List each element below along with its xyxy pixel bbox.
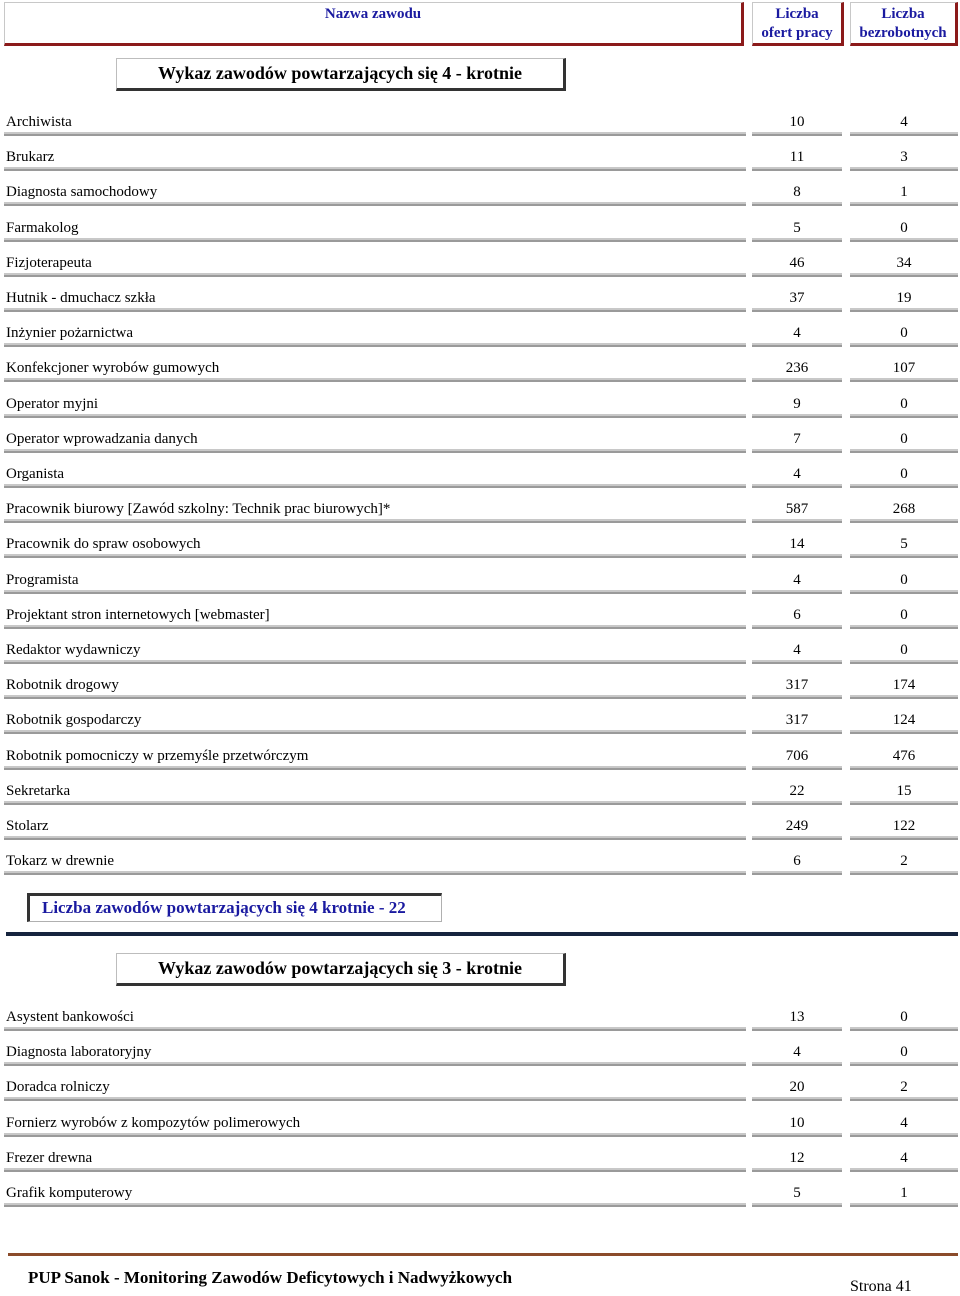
job-offers-count: 4: [793, 466, 801, 482]
row-separator: [4, 414, 746, 418]
table-row: [0, 460, 960, 495]
row-separator: [4, 378, 746, 382]
unemployed-count: 0: [900, 1009, 908, 1025]
row-separator: [4, 554, 746, 558]
profession-name: Frezer drewna: [6, 1149, 93, 1166]
row-separator: [752, 766, 842, 770]
row-separator: [850, 871, 958, 875]
profession-name: Archiwista: [6, 114, 72, 130]
section-divider: [6, 932, 958, 936]
unemployed-count: 0: [900, 395, 908, 412]
footer-divider: [8, 1253, 958, 1256]
row-separator: [850, 343, 958, 347]
row-separator: [850, 1097, 958, 1101]
job-offers-count: 236: [785, 360, 809, 377]
row-separator: [4, 132, 746, 136]
row-separator: [752, 660, 842, 664]
row-separator: [4, 238, 746, 242]
unemployed-count: 476: [892, 747, 916, 764]
job-offers-count: 37: [789, 290, 805, 306]
row-separator: [850, 554, 958, 558]
row-separator: [752, 1203, 842, 1207]
row-separator: [752, 1168, 842, 1172]
row-separator: [850, 730, 958, 734]
row-separator: [752, 1097, 842, 1101]
job-offers-count: 6: [793, 606, 801, 623]
row-separator: [850, 273, 958, 277]
job-offers-count: 7: [793, 430, 801, 447]
row-separator: [752, 273, 842, 277]
row-separator: [752, 343, 842, 347]
table-row: [0, 777, 960, 812]
profession-name: Tokarz w drewnie: [6, 853, 115, 870]
row-separator: [850, 238, 958, 242]
profession-name: Diagnosta laboratoryjny: [6, 1044, 152, 1061]
job-offers-count: 5: [793, 1185, 801, 1201]
row-separator: [850, 1168, 958, 1172]
row-separator: [4, 660, 746, 664]
row-separator: [752, 1133, 842, 1137]
unemployed-count: 0: [900, 219, 908, 236]
row-separator: [752, 590, 842, 594]
job-offers-count: 46: [789, 254, 805, 271]
unemployed-count: 1: [900, 184, 908, 201]
job-offers-count: 10: [789, 114, 805, 130]
row-separator: [850, 519, 958, 523]
row-separator: [850, 836, 958, 840]
row-separator: [4, 695, 746, 699]
row-separator: [4, 730, 746, 734]
column-header-unemployed-line2: bezrobotnych: [859, 25, 947, 41]
page-number: Strona 41: [850, 1278, 912, 1295]
row-separator: [850, 1062, 958, 1066]
row-separator: [850, 132, 958, 136]
row-separator: [850, 1133, 958, 1137]
row-separator: [752, 730, 842, 734]
job-offers-count: 4: [793, 642, 801, 658]
table-row: [0, 706, 960, 741]
job-offers-count: 9: [793, 395, 801, 412]
table-row: [0, 319, 960, 354]
unemployed-count: 4: [900, 1114, 908, 1131]
row-separator: [4, 625, 746, 629]
profession-name: Robotnik gospodarczy: [6, 712, 142, 729]
job-offers-count: 317: [785, 677, 809, 694]
row-separator: [752, 202, 842, 206]
job-offers-count: 10: [789, 1114, 805, 1131]
table-row: [0, 1144, 960, 1179]
row-separator: [752, 1027, 842, 1031]
row-separator: [4, 1133, 746, 1137]
row-separator: [4, 871, 746, 875]
row-separator: [850, 202, 958, 206]
row-separator: [4, 519, 746, 523]
table-row: [0, 390, 960, 425]
row-separator: [752, 414, 842, 418]
column-header-offers-line1: Liczba: [775, 6, 819, 22]
column-header-profession-label: Nazwa zawodu: [324, 6, 422, 22]
job-offers-count: 5: [793, 219, 801, 236]
unemployed-count: 0: [900, 430, 908, 447]
unemployed-count: 0: [900, 571, 908, 588]
profession-name: Asystent bankowości: [6, 1009, 134, 1025]
table-row: [0, 636, 960, 671]
row-separator: [4, 766, 746, 770]
profession-name: Stolarz: [6, 818, 49, 834]
profession-name: Robotnik pomocniczy w przemyśle przetwórczym: [6, 747, 309, 764]
column-header-offers: [752, 2, 844, 46]
unemployed-count: 4: [900, 1149, 908, 1166]
unemployed-count: 124: [892, 712, 916, 729]
section-title-4x: Wykaz zawodów powtarzających się 4 - krotnie: [116, 58, 566, 91]
row-separator: [850, 660, 958, 664]
row-separator: [752, 801, 842, 805]
profession-name: Programista: [6, 571, 79, 588]
table-row: [0, 354, 960, 389]
row-separator: [850, 484, 958, 488]
row-separator: [752, 378, 842, 382]
column-header-offers-line2: ofert pracy: [761, 25, 833, 41]
unemployed-count: 0: [900, 1044, 908, 1061]
profession-name: Robotnik drogowy: [6, 677, 119, 694]
unemployed-count: 0: [900, 325, 908, 342]
row-separator: [850, 378, 958, 382]
table-row: [0, 495, 960, 530]
table-row: [0, 1179, 960, 1214]
table-row: [0, 530, 960, 565]
job-offers-count: 6: [793, 853, 801, 870]
unemployed-count: 0: [900, 642, 908, 658]
job-offers-count: 4: [793, 325, 801, 342]
row-separator: [752, 1062, 842, 1066]
job-offers-count: 11: [789, 149, 805, 166]
table-row: [0, 566, 960, 601]
profession-name: Inżynier pożarnictwa: [6, 325, 134, 342]
row-separator: [850, 449, 958, 453]
unemployed-count: 107: [892, 360, 916, 377]
table-row: [0, 847, 960, 882]
row-separator: [4, 1168, 746, 1172]
job-offers-count: 706: [785, 747, 809, 764]
row-separator: [850, 766, 958, 770]
row-separator: [752, 519, 842, 523]
job-offers-count: 22: [789, 782, 805, 799]
unemployed-count: 0: [900, 466, 908, 482]
row-separator: [752, 308, 842, 312]
row-separator: [850, 625, 958, 629]
row-separator: [752, 238, 842, 242]
row-separator: [850, 167, 958, 171]
unemployed-count: 15: [896, 782, 912, 799]
job-offers-count: 8: [793, 184, 801, 201]
unemployed-count: 122: [892, 818, 916, 834]
profession-name: Diagnosta samochodowy: [6, 184, 158, 201]
row-separator: [752, 484, 842, 488]
profession-name: Brukarz: [6, 149, 55, 166]
profession-name: Farmakolog: [6, 219, 79, 236]
profession-name: Fornierz wyrobów z kompozytów polimerowych: [6, 1114, 301, 1131]
job-offers-count: 12: [789, 1149, 805, 1166]
job-offers-count: 4: [793, 571, 801, 588]
section-title-3x: Wykaz zawodów powtarzających się 3 - krotnie: [116, 953, 566, 986]
profession-name: Redaktor wydawniczy: [6, 642, 141, 658]
row-separator: [4, 343, 746, 347]
profession-name: Pracownik biurowy [Zawód szkolny: Technik prac biurowych]*: [6, 501, 391, 518]
row-separator: [4, 449, 746, 453]
row-separator: [752, 132, 842, 136]
table-row: [0, 108, 960, 143]
column-header-unemployed: [850, 2, 958, 46]
unemployed-count: 174: [892, 677, 916, 694]
unemployed-count: 0: [900, 606, 908, 623]
unemployed-count: 34: [896, 254, 912, 271]
row-separator: [752, 554, 842, 558]
table-row: [0, 1038, 960, 1073]
count-summary-4x: [27, 893, 442, 922]
row-separator: [752, 695, 842, 699]
profession-name: Pracownik do spraw osobowych: [6, 536, 201, 553]
table-row: [0, 425, 960, 460]
row-separator: [752, 449, 842, 453]
table-row: [0, 178, 960, 213]
table-row: [0, 143, 960, 178]
unemployed-count: 268: [892, 501, 916, 518]
job-offers-count: 4: [793, 1044, 801, 1061]
footer-title: PUP Sanok - Monitoring Zawodów Deficytowych i Nadwyżkowych: [28, 1268, 513, 1287]
row-separator: [850, 308, 958, 312]
unemployed-count: 1: [900, 1185, 908, 1201]
profession-name: Konfekcjoner wyrobów gumowych: [6, 360, 220, 377]
job-offers-count: 317: [785, 712, 809, 729]
row-separator: [4, 484, 746, 488]
row-separator: [752, 871, 842, 875]
table-row: [0, 1003, 960, 1038]
profession-name: Operator wprowadzania danych: [6, 430, 198, 447]
row-separator: [752, 836, 842, 840]
job-offers-count: 20: [789, 1079, 805, 1096]
row-separator: [4, 167, 746, 171]
unemployed-count: 2: [900, 1079, 908, 1096]
job-offers-count: 587: [785, 501, 809, 518]
row-separator: [850, 1203, 958, 1207]
count-summary-value: 22: [388, 898, 406, 917]
table-row: [0, 812, 960, 847]
table-row: [0, 742, 960, 777]
row-separator: [850, 414, 958, 418]
row-separator: [850, 590, 958, 594]
row-separator: [850, 1027, 958, 1031]
row-separator: [4, 308, 746, 312]
job-offers-count: 249: [785, 818, 809, 834]
row-separator: [4, 1027, 746, 1031]
row-separator: [850, 801, 958, 805]
profession-name: Grafik komputerowy: [6, 1185, 133, 1201]
column-header-unemployed-line1: Liczba: [881, 6, 925, 22]
row-separator: [752, 625, 842, 629]
profession-name: Fizjoterapeuta: [6, 254, 92, 271]
table-row: [0, 1109, 960, 1144]
profession-name: Projektant stron internetowych [webmaster]: [6, 606, 270, 623]
row-separator: [4, 801, 746, 805]
unemployed-count: 4: [900, 114, 908, 130]
table-row: [0, 601, 960, 636]
row-separator: [4, 1203, 746, 1207]
unemployed-count: 19: [896, 290, 912, 306]
table-row: [0, 214, 960, 249]
table-row: [0, 671, 960, 706]
job-offers-count: 14: [789, 536, 805, 553]
row-separator: [4, 273, 746, 277]
profession-name: Organista: [6, 466, 65, 482]
row-separator: [4, 1097, 746, 1101]
table-row: [0, 1073, 960, 1108]
count-summary-label: Liczba zawodów powtarzających się 4 krotnie -: [42, 898, 389, 917]
row-separator: [850, 695, 958, 699]
unemployed-count: 5: [900, 536, 908, 553]
row-separator: [4, 590, 746, 594]
unemployed-count: 2: [900, 853, 908, 870]
row-separator: [4, 202, 746, 206]
column-header-profession: [4, 2, 744, 46]
table-row: [0, 284, 960, 319]
profession-name: Sekretarka: [6, 782, 71, 799]
row-separator: [752, 167, 842, 171]
profession-name: Doradca rolniczy: [6, 1079, 110, 1096]
row-separator: [4, 836, 746, 840]
job-offers-count: 13: [789, 1009, 805, 1025]
profession-name: Operator myjni: [6, 395, 99, 412]
profession-name: Hutnik - dmuchacz szkła: [6, 290, 156, 306]
unemployed-count: 3: [900, 149, 908, 166]
table-row: [0, 249, 960, 284]
row-separator: [4, 1062, 746, 1066]
